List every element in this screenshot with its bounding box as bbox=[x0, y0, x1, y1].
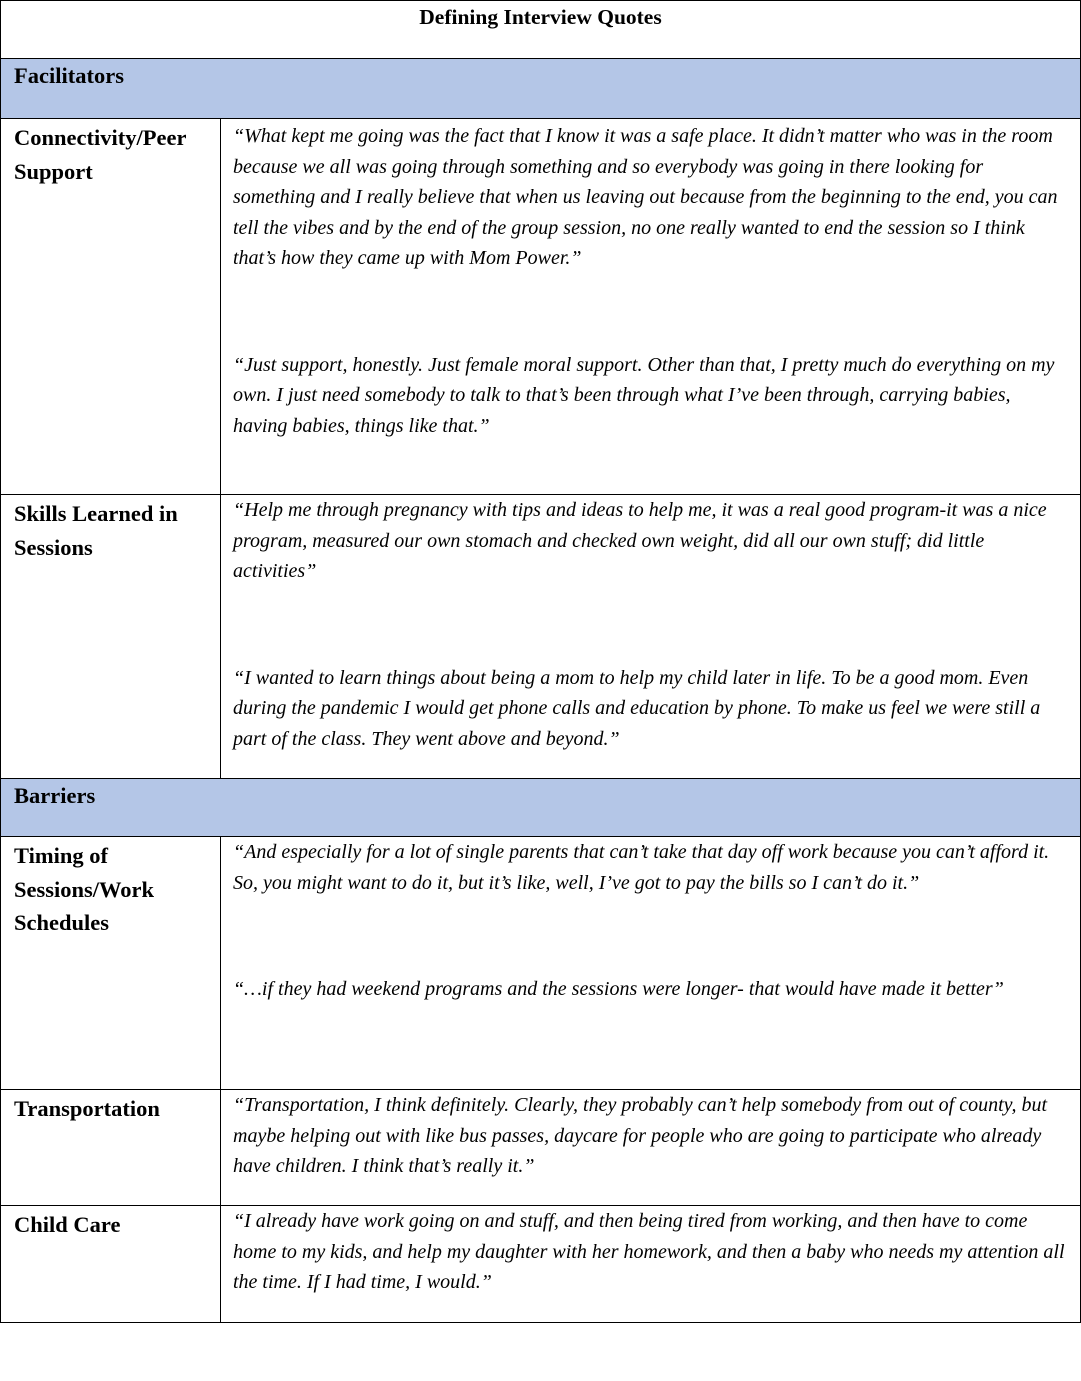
theme-row-connectivity bbox=[1, 119, 1080, 495]
section-label: Barriers bbox=[14, 783, 96, 808]
quote-cell bbox=[221, 495, 1080, 778]
theme-name: Transportation bbox=[1, 1090, 221, 1205]
quote-cell bbox=[221, 837, 1080, 1089]
theme-row-timing bbox=[1, 837, 1080, 1090]
quote-cell bbox=[221, 119, 1080, 494]
quote-text: “And especially for a lot of single parents that can’t take that day off work because you can’t afford it. So, you might want to do it, but it’s like, well, I’ve got to pay the bills so I can’t do it.” bbox=[233, 841, 1050, 894]
quote-text: “…if they had weekend programs and the sessions were longer- that would have made it better” bbox=[233, 978, 1004, 1000]
theme-row-skills bbox=[1, 495, 1080, 779]
theme-name: Timing of Sessions/Work Schedules bbox=[1, 837, 221, 1089]
section-header-facilitators bbox=[1, 59, 1080, 119]
quote-text: “What kept me going was the fact that I know it was a safe place. It didn’t matter who was in the room because we all was going through something and so everybody was going in there looking for something and I really believe that when us leaving out because from the beginning to the end, you can tell the vibes and by the end of the group session, no one really wanted to end the session so I think that’s how they came up with Mom Power.” bbox=[233, 125, 1058, 269]
table-title-row bbox=[1, 1, 1080, 59]
section-header-barriers bbox=[1, 779, 1080, 837]
quote-cell bbox=[221, 1090, 1080, 1205]
theme-row-transportation bbox=[1, 1090, 1080, 1206]
section-label: Facilitators bbox=[14, 63, 124, 88]
quote-text: “Help me through pregnancy with tips and ideas to help me, it was a real good program-it was a nice program, measured our own stomach and checked own weight, did all our own stuff; did little activities” bbox=[233, 499, 1047, 582]
quote-text: “Just support, honestly. Just female moral support. Other than that, I pretty much do everything on my own. I just need somebody to talk to that’s been through what I’ve been through, carrying babies, having babies, things like that.” bbox=[233, 353, 1055, 437]
quote-text: “I wanted to learn things about being a mom to help my child later in life. To be a good mom. Even during the pandemic I would get phone calls and education by phone. To make us feel we were still a part of the class. They went above and beyond.” bbox=[233, 666, 1041, 750]
quote-text: “Transportation, I think definitely. Clearly, they probably can’t help somebody from out of county, but maybe helping out with like bus passes, daycare for people who are going to participate who already have children. I think that’s really it.” bbox=[233, 1094, 1048, 1177]
theme-row-childcare bbox=[1, 1206, 1080, 1322]
quote-cell bbox=[221, 1206, 1080, 1322]
table-title: Defining Interview Quotes bbox=[419, 5, 662, 29]
theme-name: Connectivity/Peer Support bbox=[1, 119, 221, 494]
theme-name: Child Care bbox=[1, 1206, 221, 1322]
theme-name: Skills Learned in Sessions bbox=[1, 495, 221, 778]
quote-text: “I already have work going on and stuff, and then being tired from working, and then have to come home to my kids, and help my daughter with her homework, and then a baby who needs my attention all the time. If I had time, I would.” bbox=[233, 1210, 1065, 1293]
